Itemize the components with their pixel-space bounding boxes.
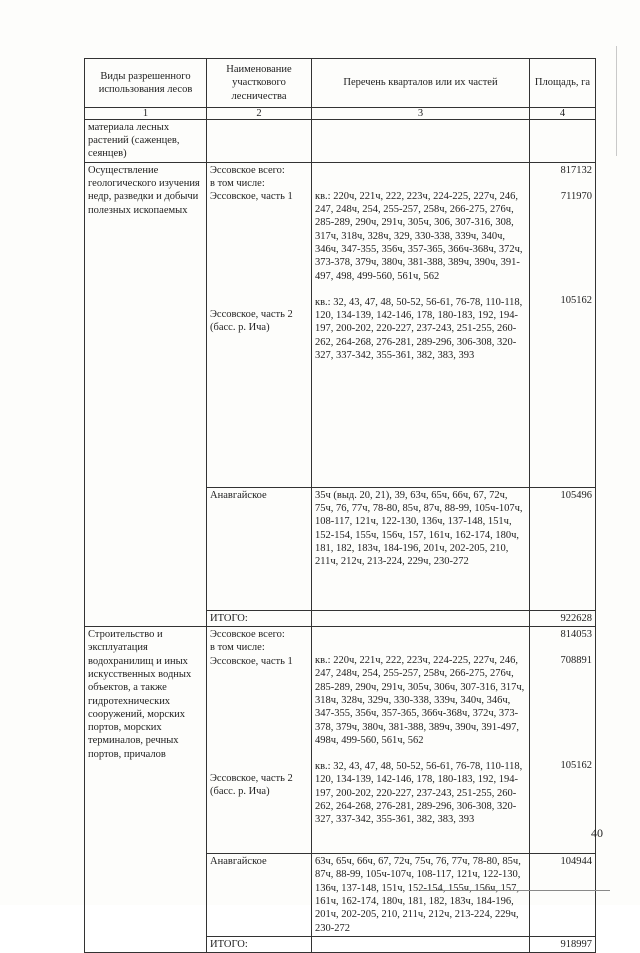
table-row-continuation (85, 119, 596, 162)
use-type-cell: Строительство и эксплуатация водохранилищ и иных искусственных водных объектов, а также гидротехнических сооружений, морских портов, морских терминалов, речных портов, причалов (85, 627, 207, 953)
quarters-cell: 35ч (выд. 20, 21), 39, 63ч, 65ч, 66ч, 67, 72ч, 75ч, 76, 77ч, 78-80, 85ч, 87ч, 88-99, 105ч-107ч, 108-117, 121ч, 122-130, 136ч, 137-148, 151ч, 152-154, 155ч, 156ч, 157, 161ч, 162-174, 180ч, 181, 182, 183ч, 184-196, 201ч, 202-205, 210, 211ч, 212ч, 213-224, 229ч, 230-272 (312, 487, 530, 610)
quarters-list: кв.: 220ч, 221ч, 222, 223ч, 224-225, 227ч, 246, 247, 248ч, 254, 255-257, 258ч, 266-275, 276ч, 285-289, 290ч, 291ч, 305ч, 306ч, 307-316, 317ч, 318ч, 328ч, 329ч, 330-338, 339ч, 340ч, 346ч, 347-355, 356ч, 357-365, 366ч-368ч, 372ч, 373-378, 379ч, 380ч, 381-388, 389ч, 390ч, 391-497, 498ч, 499-560, 561ч, 562 (315, 655, 525, 746)
district-part-name: Эссовское, часть 1 (210, 191, 293, 203)
col-number-3: 3 (312, 107, 530, 119)
quarters-cell (312, 162, 530, 487)
quarters-cell (312, 610, 530, 626)
area-value: 105162 (560, 295, 592, 307)
district-total-label: Эссовское всего: (210, 629, 285, 641)
col-number-1: 1 (85, 107, 207, 119)
district-part-name: Эссовское, часть 2 (басс. р. Ича) (210, 308, 293, 333)
header-quarters: Перечень кварталов или их частей (312, 59, 530, 108)
district-cell (207, 162, 312, 487)
quarters-cell (312, 119, 530, 162)
district-part-name: Эссовское, часть 1 (210, 655, 293, 667)
area-cell (530, 119, 596, 162)
column-number-row (85, 107, 596, 119)
page-number: 40 (591, 826, 603, 840)
col-number-2: 2 (207, 107, 312, 119)
area-cell (530, 162, 596, 487)
district-total-label: Эссовское всего: (210, 164, 285, 176)
district-part-name: Эссовское, часть 2 (басс. р. Ича) (210, 772, 293, 798)
quarters-list: кв.: 220ч, 221ч, 222, 223ч, 224-225, 227ч, 246, 247, 248ч, 254, 255-257, 258ч, 266-275, 276ч, 285-289, 290ч, 291ч, 305ч, 306, 307-316, 308, 317ч, 318ч, 328ч, 329, 330-338, 339ч, 340ч, 346ч, 347-355, 356ч, 357-365, 366ч-368ч, 372ч, 373-378, 379ч, 380ч, 381-388, 389ч, 390ч, 391-497, 498, 499-560, 561ч, 562 (315, 190, 523, 282)
table-row-essovskoe-2 (85, 627, 596, 854)
quarters-list: кв.: 32, 43, 47, 48, 50-52, 56-61, 76-78, 110-118, 120, 134-139, 142-146, 178, 180-183, 192, 194-197, 200-202, 220-227, 237-243, 251-255, 260-262, 264-268, 276-281, 289-296, 306-308, 320-327, 337-342, 355-361, 382, 383, 393 (315, 761, 523, 826)
district-cell: Анавгайское (207, 487, 312, 610)
scan-artifact (616, 46, 617, 156)
district-cell (207, 627, 312, 854)
quarters-cell: 63ч, 65ч, 66ч, 67, 72ч, 75ч, 76, 77ч, 78-80, 85ч, 87ч, 88-99, 105ч-107ч, 108-117, 121ч, 122-130, 136ч, 137-148, 151ч, 152-154, 155ч, 156ч, 157, 161ч, 162-174, 180ч, 181, 182, 183ч, 184-196, 201ч, 202-205, 210, 211ч, 212ч, 213-224, 229ч, 230-272 (312, 854, 530, 937)
area-value: 814053 (560, 629, 592, 641)
quarters-cell (312, 627, 530, 854)
footer-rule (420, 890, 610, 891)
header-use-types: Виды разрешенного использования лесов (85, 59, 207, 108)
area-value: 104944 (530, 854, 596, 937)
use-type-cell: материала лесных растений (саженцев, сеянцев) (85, 119, 207, 162)
use-type-cell: Осуществление геологического изучения недр, разведки и добычи полезных ископаемых (85, 162, 207, 626)
total-label: ИТОГО: (207, 610, 312, 626)
quarters-cell (312, 937, 530, 953)
header-district: Наименование участкового лесничества (207, 59, 312, 108)
area-value: 105496 (530, 487, 596, 610)
area-value: 817132 (560, 164, 592, 176)
including-label: в том числе: (210, 178, 265, 190)
area-value: 105162 (560, 759, 592, 771)
col-number-4: 4 (530, 107, 596, 119)
forest-use-table (84, 58, 596, 953)
total-area: 918997 (530, 937, 596, 953)
table-row-essovskoe-1 (85, 162, 596, 487)
total-label: ИТОГО: (207, 937, 312, 953)
header-area: Площадь, га (530, 59, 596, 108)
district-cell (207, 119, 312, 162)
header-row (85, 59, 596, 108)
district-cell: Анавгайское (207, 854, 312, 937)
area-cell (530, 627, 596, 854)
including-label: в том числе: (210, 642, 265, 654)
quarters-list: кв.: 32, 43, 47, 48, 50-52, 56-61, 76-78, 110-118, 120, 134-139, 142-146, 178, 180-183, 192, 194-197, 200-202, 220-227, 237-243, 251-255, 260-262, 264-268, 276-281, 289-296, 306-308, 320-327, 337-342, 355-361, 382, 383, 393 (315, 296, 523, 362)
area-value: 711970 (560, 191, 592, 203)
total-area: 922628 (530, 610, 596, 626)
area-value: 708891 (560, 655, 592, 667)
